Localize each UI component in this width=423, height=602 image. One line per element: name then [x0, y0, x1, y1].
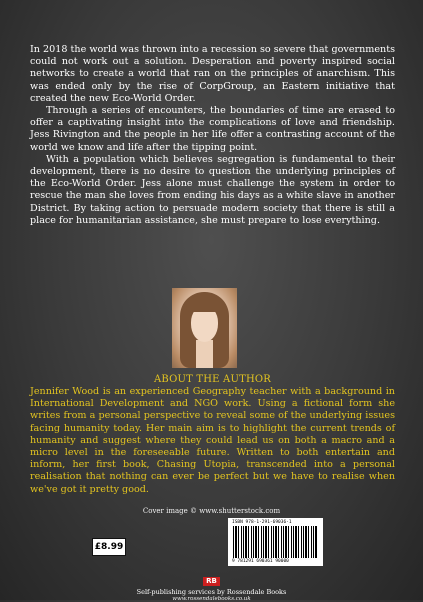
publisher-logo: RB — [203, 577, 220, 586]
isbn-barcode — [228, 518, 323, 566]
barcode-digits: 9 781291 690361 90000 — [232, 559, 289, 564]
blurb-paragraph-2: Through a series of encounters, the boundaries of time are erased to offer a captivating insight into the complications of love and friendship. Jess Rivington and the people in her life offer a contrasting account of the world we know and life after the tipping point. — [30, 105, 395, 153]
about-author-heading: ABOUT THE AUTHOR — [153, 374, 272, 385]
author-photo-neck — [196, 340, 213, 368]
blurb-paragraph-3: With a population which believes segregation is fundamental to their development, there is no desire to question the underlying principles of the Eco-World Order. Jess alone must challenge the system in order to rescue the man she loves from ending his days as a white slave in another District. By taking action to persuade modern society that there is still a place for humanitarian assistance, she must prepare to lose everything. — [30, 153, 395, 226]
publisher-website: www.rossendalebooks.co.uk — [172, 596, 251, 602]
author-photo — [172, 288, 237, 368]
cover-image-credit: Cover image © www.shutterstock.com — [142, 507, 281, 515]
isbn-label: ISBN 978-1-291-69036-1 — [232, 520, 292, 525]
author-photo-fringe — [186, 296, 223, 312]
publisher-line: Self-publishing services by Rossendale Books — [136, 588, 287, 596]
publisher-block — [0, 568, 423, 602]
back-cover-blurb — [30, 44, 395, 227]
author-bio: Jennifer Wood is an experienced Geography teacher with a background in International Development and NGO work. Using a fictional form she writes from a personal perspective to reveal some of the underlying issues facing humanity today. Her main aim is to highlight the current trends of humanity and suggest where they could lead us on both a macro and a micro level in the foreseeable future. Written to both entertain and inform, her first book, Chasing Utopia, transcended into a personal realisation that nothing can ever be perfect but we have to realise when we've got it pretty good. — [30, 386, 395, 495]
price-tag: £8.99 — [92, 538, 126, 556]
barcode-bars — [233, 526, 317, 558]
blurb-paragraph-1: In 2018 the world was thrown into a recession so severe that governments could not work out a solution. Desperation and poverty inspired social networks to create a world that ran on the principles of anarchism. This was ended only by the rise of CorpGroup, an Eastern initiative that created the new Eco-World Order. — [30, 44, 395, 104]
